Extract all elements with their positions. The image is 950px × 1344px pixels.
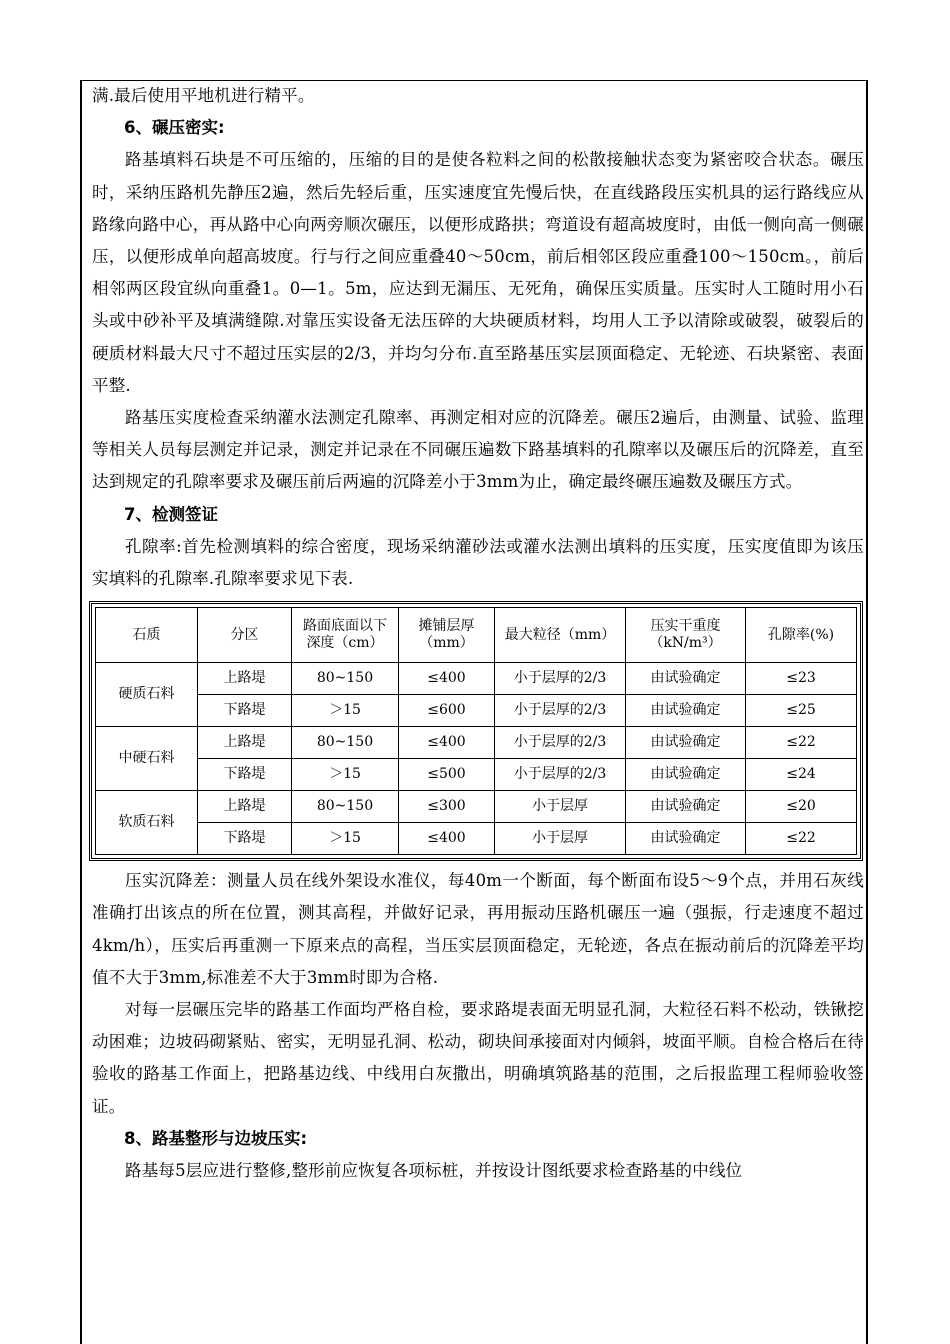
table-row [96,663,857,695]
table-cell: ≤400 [399,823,495,855]
table-cell: 上路堤 [198,791,292,823]
paragraph: 路基填料石块是不可压缩的，压缩的目的是使各粒料之间的松散接触状态变为紧密咬合状态。碾压时，采纳压路机先静压2遍，然后先轻后重，压实速度宜先慢后快，在直线路段压实机具的运行路线应从路缘向路中心，再从路中心向两旁顺次碾压，以便形成路拱；弯道设有超高坡度时，由低一侧向高一侧碾压，以便形成单向超高坡度。行与行之间应重叠40～50cm，前后相邻区段应重叠100～150cm。，前后相邻两区段宜纵向重叠1。0—1。5m，应达到无漏压、无死角，确保压实质量。压实时人工随时用小石头或中砂补平及填满缝隙.对靠压实设备无法压碎的大块硬质材料，均用人工予以清除或破裂，破裂后的硬质材料最大尺寸不超过压实层的2/3，并均匀分布.直至路基压实层顶面稳定、无轮迹、石块紧密、表面平整. [92,150,864,395]
group-cell: 硬质石料 [96,663,198,727]
paragraph: 满.最后使用平地机进行精平。 [92,86,315,105]
table-cell: 由试验确定 [626,823,746,855]
table-cell: ≤600 [399,695,495,727]
table-cell: ≤300 [399,791,495,823]
table-cell: 小于层厚的2/3 [495,759,626,791]
table-cell: 由试验确定 [626,663,746,695]
table-cell: ≤22 [746,727,857,759]
table-cell: 80~150 [292,663,399,695]
header-cell: 摊铺层厚（mm） [399,608,495,663]
heading-7: 7、检测签证 [124,504,218,524]
table-cell: 由试验确定 [626,791,746,823]
table-cell: 上路堤 [198,727,292,759]
table-cell: 80~150 [292,727,399,759]
paragraph: 孔隙率:首先检测填料的综合密度，现场采纳灌砂法或灌水法测出填料的压实度，压实度值即为该压实填料的孔隙率.孔隙率要求见下表. [92,536,864,589]
table-cell: ＞15 [292,759,399,791]
table-cell: 下路堤 [198,695,292,727]
table-cell: ≤24 [746,759,857,791]
table-cell: 下路堤 [198,759,292,791]
header-cell: 压实干重度（kN/m³） [626,608,746,663]
table-cell: 下路堤 [198,823,292,855]
heading-6: 6、碾压密实: [124,118,225,138]
table-row [96,791,857,823]
table-cell: 由试验确定 [626,695,746,727]
header-cell: 路面底面以下深度（cm） [292,608,399,663]
porosity-table-frame [89,601,863,861]
table-cell: ＞15 [292,695,399,727]
porosity-table [95,607,857,855]
header-cell: 最大粒径（mm） [495,608,626,663]
table-cell: ≤500 [399,759,495,791]
table-row [96,759,857,791]
paragraph: 路基压实度检查采纳灌水法测定孔隙率、再测定相对应的沉降差。碾压2遍后，由测量、试验、监理等相关人员每层测定并记录，测定并记录在不同碾压遍数下路基填料的孔隙率以及碾压后的沉降差，直至达到规定的孔隙率要求及碾压前后两遍的沉降差小于3mm为止，确定最终碾压遍数及碾压方式。 [92,408,864,492]
header-cell: 分区 [198,608,292,663]
table-cell: ＞15 [292,823,399,855]
group-cell: 软质石料 [96,791,198,855]
table-cell: ≤400 [399,663,495,695]
header-cell: 孔隙率(%) [746,608,857,663]
table-cell: 80~150 [292,791,399,823]
paragraph: 对每一层碾压完毕的路基工作面均严格自检，要求路堤表面无明显孔洞，大粒径石料不松动，铁锹挖动困难；边坡码砌紧贴、密实，无明显孔洞、松动，砌块间承接面对内倾斜，坡面平顺。自检合格后在待验收的路基工作面上，把路基边线、中线用白灰撒出，明确填筑路基的范围，之后报监理工程师验收签证。 [92,1000,864,1116]
table-cell: ≤22 [746,823,857,855]
group-cell: 中硬石料 [96,727,198,791]
table-cell: 小于层厚的2/3 [495,695,626,727]
table-row [96,823,857,855]
table-cell: 上路堤 [198,663,292,695]
table-cell: ≤23 [746,663,857,695]
heading-8: 8、路基整形与边坡压实: [124,1128,308,1148]
table-cell: 小于层厚的2/3 [495,663,626,695]
table-row [96,695,857,727]
paragraph: 路基每5层应进行整修,整形前应恢复各项标桩，并按设计图纸要求检查路基的中线位 [125,1161,743,1181]
table-cell: 小于层厚 [495,823,626,855]
table-cell: 由试验确定 [626,727,746,759]
table-cell: ≤20 [746,791,857,823]
header-cell: 石质 [96,608,198,663]
table-cell: 小于层厚的2/3 [495,727,626,759]
table-header-row [96,608,857,663]
table-cell: 小于层厚 [495,791,626,823]
table-row [96,727,857,759]
table-cell: ≤25 [746,695,857,727]
paragraph: 压实沉降差：测量人员在线外架设水准仪，每40m一个断面，每个断面布设5～9个点，并用石灰线准确打出该点的所在位置，测其高程，并做好记录，再用振动压路机碾压一遍（强振，行走速度不超过4km/h），压实后再重测一下原来点的高程，当压实层顶面稳定，无轮迹，各点在振动前后的沉降差平均值不大于3mm,标准差不大于3mm时即为合格. [92,871,864,987]
table-cell: ≤400 [399,727,495,759]
document-body [92,80,864,1187]
table-cell: 由试验确定 [626,759,746,791]
